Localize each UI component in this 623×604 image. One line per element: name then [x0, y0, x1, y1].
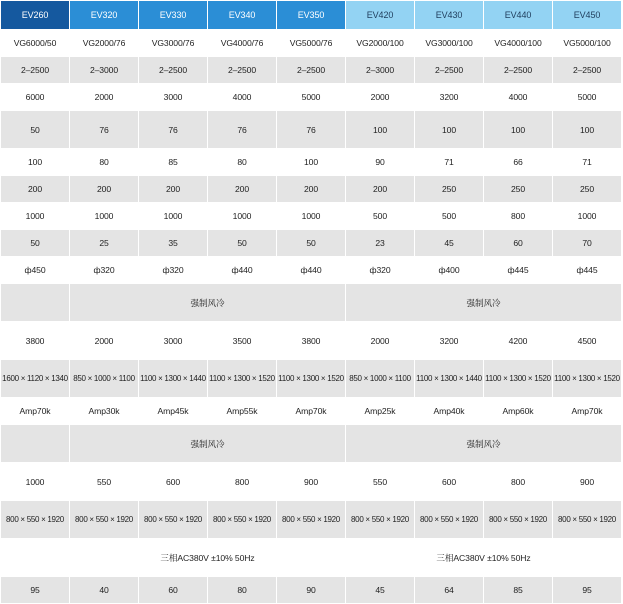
table-cell: 64 [415, 577, 483, 603]
table-cell: 76 [277, 111, 345, 148]
table-cell: VG5000/76 [277, 30, 345, 56]
table-cell: VG3000/100 [415, 30, 483, 56]
table-row [1, 539, 621, 576]
table-cell: 60 [484, 230, 552, 256]
header-cell: EV260 [1, 1, 69, 29]
table-cell: 200 [277, 176, 345, 202]
table-cell: 550 [346, 463, 414, 500]
table-cell: ф450 [1, 257, 69, 283]
table-cell: 80 [70, 149, 138, 175]
table-row [1, 111, 621, 148]
table-cell: 1100 × 1300 × 1520 [553, 360, 621, 397]
table-cell: 35 [139, 230, 207, 256]
table-cell: 900 [277, 463, 345, 500]
table-cell: 2000 [70, 84, 138, 110]
header-cell: EV420 [346, 1, 414, 29]
table-cell: 550 [70, 463, 138, 500]
table-cell: 2–2500 [553, 57, 621, 83]
table-cell: 800 [484, 203, 552, 229]
table-cell: 45 [346, 577, 414, 603]
table-cell: 1000 [208, 203, 276, 229]
table-cell: 2–3000 [70, 57, 138, 83]
table-row [1, 398, 621, 424]
table-cell: Amp55k [208, 398, 276, 424]
table-cell: 850 × 1000 × 1100 [70, 360, 138, 397]
table-cell: 800 × 550 × 1920 [553, 501, 621, 538]
table-row [1, 149, 621, 175]
table-cell: 3800 [277, 322, 345, 359]
table-cell: 1600 × 1120 × 1340 [1, 360, 69, 397]
table-cell: 4500 [553, 322, 621, 359]
table-cell: ф445 [484, 257, 552, 283]
table-row [1, 176, 621, 202]
table-cell [1, 539, 69, 576]
table-cell: ф440 [277, 257, 345, 283]
table-cell: Amp60k [484, 398, 552, 424]
table-cell: 3200 [415, 322, 483, 359]
table-cell: 800 × 550 × 1920 [346, 501, 414, 538]
header-cell: EV340 [208, 1, 276, 29]
table-cell: 2–2500 [277, 57, 345, 83]
table-cell: Amp25k [346, 398, 414, 424]
table-cell: ф320 [70, 257, 138, 283]
table-cell: 2–2500 [415, 57, 483, 83]
table-cell: 3500 [208, 322, 276, 359]
table-row [1, 57, 621, 83]
table-row [1, 501, 621, 538]
table-cell-merged: 三相AC380V ±10% 50Hz [70, 539, 345, 576]
table-row [1, 322, 621, 359]
table-row [1, 284, 621, 321]
table-cell: VG4000/100 [484, 30, 552, 56]
table-cell: 50 [208, 230, 276, 256]
table-cell: Amp45k [139, 398, 207, 424]
table-cell: 2–3000 [346, 57, 414, 83]
table-cell: 800 [484, 463, 552, 500]
table-cell: 2000 [70, 322, 138, 359]
table-cell: 6000 [1, 84, 69, 110]
table-cell: 95 [553, 577, 621, 603]
table-cell: Amp70k [277, 398, 345, 424]
table-cell: 800 × 550 × 1920 [415, 501, 483, 538]
table-cell: 200 [139, 176, 207, 202]
table-row [1, 360, 621, 397]
table-cell: 5000 [553, 84, 621, 110]
table-cell: 4200 [484, 322, 552, 359]
table-cell: VG3000/76 [139, 30, 207, 56]
table-cell: ф320 [346, 257, 414, 283]
table-cell: 95 [1, 577, 69, 603]
table-cell: Amp70k [1, 398, 69, 424]
table-cell [1, 284, 69, 321]
table-cell: 600 [415, 463, 483, 500]
table-cell: VG5000/100 [553, 30, 621, 56]
table-cell: 100 [1, 149, 69, 175]
table-cell: 600 [139, 463, 207, 500]
table-cell: 3000 [139, 322, 207, 359]
table-cell: 100 [553, 111, 621, 148]
table-cell: 80 [208, 577, 276, 603]
table-cell: 500 [415, 203, 483, 229]
table-cell: 4000 [208, 84, 276, 110]
header-cell: EV450 [553, 1, 621, 29]
table-cell: 1100 × 1300 × 1520 [484, 360, 552, 397]
table-cell: 50 [1, 230, 69, 256]
table-cell: 1100 × 1300 × 1440 [139, 360, 207, 397]
table-cell: 25 [70, 230, 138, 256]
table-row [1, 230, 621, 256]
table-cell: 100 [415, 111, 483, 148]
table-cell: 800 × 550 × 1920 [1, 501, 69, 538]
table-cell-merged: 强制风冷 [70, 284, 345, 321]
table-row [1, 577, 621, 603]
table-cell: Amp30k [70, 398, 138, 424]
table-cell: 60 [139, 577, 207, 603]
table-cell: 66 [484, 149, 552, 175]
table-row [1, 203, 621, 229]
table-cell: 1100 × 1300 × 1440 [415, 360, 483, 397]
table-cell: 1000 [139, 203, 207, 229]
table-cell: 85 [139, 149, 207, 175]
table-cell: 50 [277, 230, 345, 256]
table-cell: 5000 [277, 84, 345, 110]
table-cell: VG2000/100 [346, 30, 414, 56]
header-cell: EV440 [484, 1, 552, 29]
header-row [1, 1, 621, 29]
table-cell: 250 [415, 176, 483, 202]
table-cell-merged: 强制风冷 [346, 284, 621, 321]
table-cell: 2–2500 [484, 57, 552, 83]
table-cell: 70 [553, 230, 621, 256]
header-cell: EV430 [415, 1, 483, 29]
table-cell: 23 [346, 230, 414, 256]
table-cell: 76 [70, 111, 138, 148]
table-cell: 3200 [415, 84, 483, 110]
table-cell: 76 [208, 111, 276, 148]
table-row [1, 425, 621, 462]
table-cell: 1000 [277, 203, 345, 229]
table-cell: 3800 [1, 322, 69, 359]
table-cell: 50 [1, 111, 69, 148]
table-cell: ф445 [553, 257, 621, 283]
table-cell: ф320 [139, 257, 207, 283]
table-cell: 1100 × 1300 × 1520 [277, 360, 345, 397]
table-cell: 1000 [1, 203, 69, 229]
table-cell: 200 [70, 176, 138, 202]
table-cell: 850 × 1000 × 1100 [346, 360, 414, 397]
table-cell: 800 × 550 × 1920 [277, 501, 345, 538]
table-cell: 90 [277, 577, 345, 603]
table-cell: 250 [553, 176, 621, 202]
table-cell [1, 425, 69, 462]
table-cell: 85 [484, 577, 552, 603]
table-cell: 900 [553, 463, 621, 500]
table-cell: 1100 × 1300 × 1520 [208, 360, 276, 397]
table-cell: 100 [484, 111, 552, 148]
table-cell-merged: 强制风冷 [70, 425, 345, 462]
table-cell: ф440 [208, 257, 276, 283]
table-row [1, 84, 621, 110]
table-cell: 100 [277, 149, 345, 175]
table-cell: 71 [553, 149, 621, 175]
header-cell: EV350 [277, 1, 345, 29]
table-cell: 2000 [346, 84, 414, 110]
table-cell: 2–2500 [139, 57, 207, 83]
table-cell: 45 [415, 230, 483, 256]
table-cell: 800 × 550 × 1920 [70, 501, 138, 538]
table-cell: 4000 [484, 84, 552, 110]
table-cell: 3000 [139, 84, 207, 110]
table-cell: 200 [208, 176, 276, 202]
table-cell: Amp70k [553, 398, 621, 424]
table-cell: 200 [1, 176, 69, 202]
table-cell-merged: 三相AC380V ±10% 50Hz [346, 539, 621, 576]
table-cell: 500 [346, 203, 414, 229]
table-cell: 200 [346, 176, 414, 202]
header-cell: EV320 [70, 1, 138, 29]
table-cell: Amp40k [415, 398, 483, 424]
table-cell: 2–2500 [1, 57, 69, 83]
table-cell: 40 [70, 577, 138, 603]
table-cell: 1000 [70, 203, 138, 229]
header-cell: EV330 [139, 1, 207, 29]
table-cell: 800 × 550 × 1920 [208, 501, 276, 538]
table-cell: 76 [139, 111, 207, 148]
table-row [1, 257, 621, 283]
table-cell: 800 × 550 × 1920 [139, 501, 207, 538]
table-cell: VG6000/50 [1, 30, 69, 56]
table-cell: 80 [208, 149, 276, 175]
table-cell: 800 × 550 × 1920 [484, 501, 552, 538]
table-cell: 2–2500 [208, 57, 276, 83]
table-cell: VG4000/76 [208, 30, 276, 56]
table-cell-merged: 强制风冷 [346, 425, 621, 462]
table-cell: 2000 [346, 322, 414, 359]
table-cell: 100 [346, 111, 414, 148]
table-cell: 71 [415, 149, 483, 175]
table-cell: 250 [484, 176, 552, 202]
table-cell: ф400 [415, 257, 483, 283]
table-cell: 1000 [1, 463, 69, 500]
table-cell: 1000 [553, 203, 621, 229]
table-row [1, 30, 621, 56]
table-cell: 800 [208, 463, 276, 500]
table-row [1, 463, 621, 500]
table-cell: VG2000/76 [70, 30, 138, 56]
table-cell: 90 [346, 149, 414, 175]
